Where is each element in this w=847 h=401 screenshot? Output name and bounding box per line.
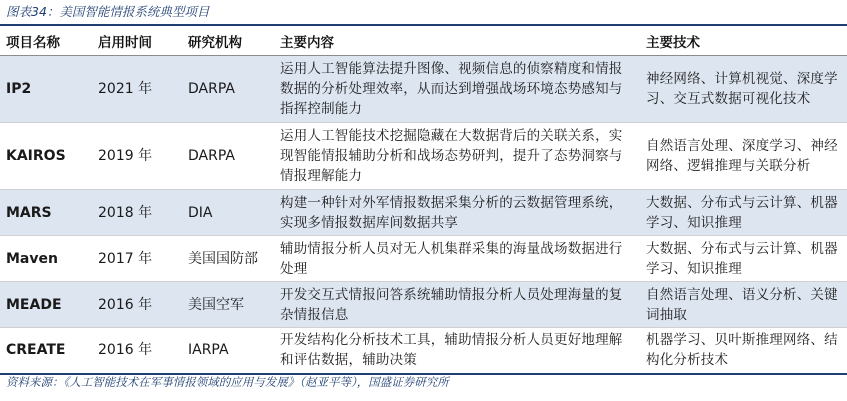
main-content: 开发交互式情报问答系统辅助情报分析人员处理海量的复杂情报信息 — [274, 282, 640, 328]
header-project-name: 项目名称 — [0, 26, 92, 56]
start-year: 2019 年 — [92, 123, 182, 190]
start-year: 2017 年 — [92, 236, 182, 282]
main-content: 运用人工智能算法提升图像、视频信息的侦察精度和情报数据的分析处理效率，从而达到增强战场环境态势感知与指挥控制能力 — [274, 56, 640, 123]
main-tech: 自然语言处理、语义分析、关键词抽取 — [640, 282, 847, 328]
table-row — [0, 282, 847, 328]
source-note: 资料来源：《人工智能技术在军事情报领域的应用与发展》（赵亚平等），国盛证券研究所 — [6, 375, 449, 389]
figure-caption: 图表34：美国智能情报系统典型项目 — [6, 4, 210, 19]
start-year: 2016 年 — [92, 282, 182, 328]
main-content: 开发结构化分析技术工具，辅助情报分析人员更好地理解和评估数据，辅助决策 — [274, 328, 640, 374]
main-content: 构建一种针对外军情报数据采集分析的云数据管理系统，实现多情报数据库间数据共享 — [274, 190, 640, 236]
institution: DIA — [182, 190, 274, 236]
main-tech: 神经网络、计算机视觉、深度学习、交互式数据可视化技术 — [640, 56, 847, 123]
main-content: 运用人工智能技术挖掘隐藏在大数据背后的关联关系，实现智能情报辅助分析和战场态势研判，提升了态势洞察与情报理解能力 — [274, 123, 640, 190]
main-tech: 机器学习、贝叶斯推理网络、结构化分析技术 — [640, 328, 847, 374]
project-name: MARS — [0, 190, 92, 236]
projects-table — [0, 26, 847, 375]
header-start-time: 启用时间 — [92, 26, 182, 56]
start-year: 2021 年 — [92, 56, 182, 123]
institution: DARPA — [182, 123, 274, 190]
header-main-tech: 主要技术 — [640, 26, 847, 56]
table-row — [0, 190, 847, 236]
institution: 美国国防部 — [182, 236, 274, 282]
project-name: IP2 — [0, 56, 92, 123]
project-name: KAIROS — [0, 123, 92, 190]
main-content: 辅助情报分析人员对无人机集群采集的海量战场数据进行处理 — [274, 236, 640, 282]
start-year: 2016 年 — [92, 328, 182, 374]
table-header-row — [0, 26, 847, 56]
institution: DARPA — [182, 56, 274, 123]
institution: 美国空军 — [182, 282, 274, 328]
project-name: Maven — [0, 236, 92, 282]
start-year: 2018 年 — [92, 190, 182, 236]
main-tech: 大数据、分布式与云计算、机器学习、知识推理 — [640, 190, 847, 236]
table-row — [0, 328, 847, 374]
header-main-content: 主要内容 — [274, 26, 640, 56]
header-institution: 研究机构 — [182, 26, 274, 56]
table-row — [0, 236, 847, 282]
main-tech: 大数据、分布式与云计算、机器学习、知识推理 — [640, 236, 847, 282]
project-name: CREATE — [0, 328, 92, 374]
table-row — [0, 123, 847, 190]
table-row — [0, 56, 847, 123]
project-name: MEADE — [0, 282, 92, 328]
main-tech: 自然语言处理、深度学习、神经网络、逻辑推理与关联分析 — [640, 123, 847, 190]
institution: IARPA — [182, 328, 274, 374]
